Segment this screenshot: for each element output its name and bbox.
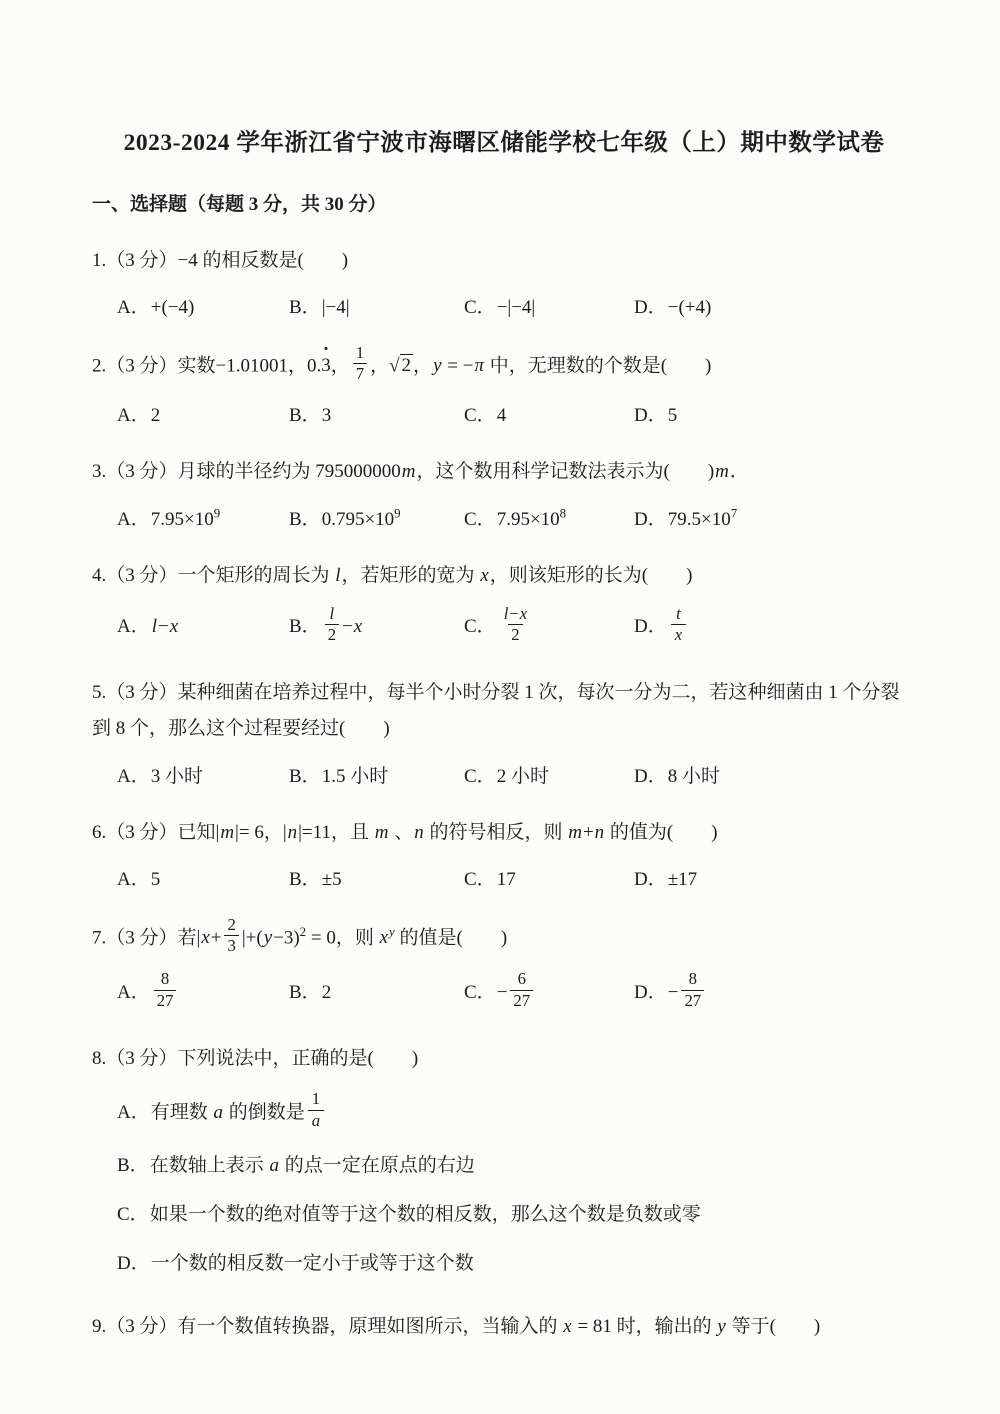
superscript: 8 bbox=[559, 505, 567, 521]
option-D bbox=[634, 761, 916, 788]
paper-title: 2023-2024 学年浙江省宁波市海曙区储能学校七年级（上）期中数学试卷 bbox=[123, 130, 885, 156]
fraction: $\frac{1}{a}$ bbox=[308, 1089, 324, 1131]
superscript: 9 bbox=[213, 505, 221, 521]
option-content: 2 小时 bbox=[496, 765, 549, 787]
option-label: B． bbox=[289, 765, 321, 787]
option-C bbox=[464, 864, 634, 891]
option-label: B． bbox=[289, 508, 321, 530]
option-C bbox=[464, 504, 634, 531]
option-label: C． bbox=[464, 615, 496, 637]
question-stem: 4.（3 分）一个矩形的周长为 l，若矩形的宽为 x，则该矩形的长为( ) bbox=[92, 564, 693, 586]
option-C bbox=[464, 761, 634, 788]
option-label: A． bbox=[117, 296, 150, 318]
options bbox=[117, 504, 916, 531]
fraction: $\frac{8}{27}$ bbox=[154, 969, 177, 1011]
option-label: B． bbox=[117, 1155, 149, 1177]
superscript: 9 bbox=[394, 505, 401, 521]
question-stem: 5.（3 分）某种细菌在培养过程中，每半个小时分裂 1 次，每次一分为二，若这种细菌由 1 个分裂到 8 个，那么这个过程要经过( ) bbox=[92, 682, 900, 740]
question-2 bbox=[92, 342, 916, 428]
math-variable: x bbox=[169, 615, 179, 637]
option-B bbox=[289, 864, 464, 891]
math-variable: y bbox=[263, 926, 273, 948]
option-label: D． bbox=[634, 296, 667, 318]
option-content: − $\frac{8}{27}$ bbox=[668, 982, 707, 1003]
repeating-decimal-digit: 3 bbox=[321, 348, 331, 384]
question-stem: 7.（3 分）若|x+ $\frac{2}{3}$ $|+(y-3)^2 = 0$，则 $x^y$ 的值是( ) bbox=[92, 914, 508, 956]
question-stem: 8.（3 分）下列说法中，正确的是( ) bbox=[92, 1048, 419, 1070]
fraction: $\frac{l}{2}$ bbox=[325, 604, 339, 646]
math-variable: l bbox=[335, 564, 341, 586]
option-C bbox=[464, 400, 634, 427]
option-content: ±5 bbox=[321, 868, 342, 890]
option-D bbox=[634, 969, 916, 1014]
options bbox=[117, 400, 916, 427]
option-B bbox=[289, 977, 464, 1004]
option-content: |−4| bbox=[321, 296, 350, 318]
option-content bbox=[497, 603, 535, 644]
option-label: C． bbox=[464, 981, 496, 1003]
option-content: 2 bbox=[150, 405, 161, 427]
option-C bbox=[117, 1198, 916, 1232]
option-label: C． bbox=[464, 508, 496, 530]
option-label: D． bbox=[634, 615, 667, 637]
fraction: $\frac{2}{3}$ bbox=[224, 915, 238, 957]
fraction: $\frac{1}{7}$ bbox=[353, 343, 367, 385]
option-content bbox=[151, 969, 180, 1010]
math-variable: a bbox=[269, 1155, 279, 1177]
option-D bbox=[634, 603, 916, 649]
option-A bbox=[117, 400, 289, 427]
math-variable: m bbox=[401, 461, 416, 483]
option-A bbox=[117, 761, 289, 788]
option-B bbox=[289, 761, 464, 788]
math-variable: n bbox=[594, 821, 605, 843]
option-A bbox=[117, 1089, 916, 1134]
option-content: l−x bbox=[151, 615, 179, 637]
option-content: $7.95\times 10^8$ bbox=[496, 505, 567, 530]
option-content: 2 bbox=[321, 981, 332, 1003]
option-content: $79.5\times 10^7$ bbox=[667, 505, 738, 530]
option-label: D． bbox=[634, 981, 667, 1003]
option-label: C． bbox=[464, 868, 496, 890]
option-label: B． bbox=[289, 296, 321, 318]
question-list bbox=[92, 243, 916, 1345]
question-4 bbox=[92, 558, 916, 649]
option-label: C． bbox=[464, 296, 496, 318]
option-D bbox=[117, 1247, 916, 1281]
option-label: A． bbox=[117, 1101, 150, 1123]
math-variable: x bbox=[674, 625, 683, 644]
math-variable: x bbox=[353, 615, 363, 637]
option-B bbox=[289, 292, 464, 319]
math-variable: x bbox=[201, 926, 210, 948]
option-content: − $\frac{6}{27}$ bbox=[497, 982, 536, 1003]
square-root: √ 2 bbox=[389, 354, 412, 376]
question-1 bbox=[92, 243, 916, 319]
option-content: 一个数的相反数一定小于或等于这个数 bbox=[150, 1253, 474, 1275]
math-variable: x bbox=[519, 603, 528, 623]
option-D bbox=[634, 504, 916, 531]
option-content: 在数轴上表示 a 的点一定在原点的右边 bbox=[149, 1155, 475, 1177]
option-label: A． bbox=[117, 405, 150, 427]
option-content bbox=[668, 603, 689, 644]
option-content: −(+4) bbox=[667, 296, 712, 318]
math-variable: m bbox=[220, 821, 235, 843]
option-C bbox=[464, 292, 634, 319]
options bbox=[117, 864, 916, 891]
option-content: 4 bbox=[496, 405, 507, 427]
option-D bbox=[634, 292, 916, 319]
option-label: A． bbox=[117, 765, 150, 787]
math-variable: m bbox=[374, 821, 389, 843]
math-variable: l bbox=[503, 603, 509, 623]
option-A bbox=[117, 864, 289, 891]
option-content: 5 bbox=[667, 405, 678, 427]
math-variable: a bbox=[311, 1110, 321, 1130]
option-content: $7.95\times 10^9$ bbox=[150, 505, 221, 530]
option-C bbox=[464, 969, 634, 1014]
options bbox=[117, 1089, 916, 1281]
option-B bbox=[117, 1149, 916, 1183]
option-label: B． bbox=[289, 868, 321, 890]
option-A bbox=[117, 969, 289, 1014]
math-variable: n bbox=[414, 821, 424, 843]
math-variable: l bbox=[329, 603, 335, 623]
math-variable: x bbox=[379, 926, 389, 948]
option-content: 8 小时 bbox=[667, 765, 720, 787]
option-content: $0.795\times 10^9$ bbox=[321, 505, 401, 530]
option-label: D． bbox=[117, 1253, 150, 1275]
section-heading: 一、选择题（每题 3 分，共 30 分） bbox=[92, 193, 387, 215]
option-label: D． bbox=[634, 868, 667, 890]
superscript: 2 bbox=[299, 923, 307, 939]
fraction: $\frac{6}{27}$ bbox=[510, 969, 533, 1011]
option-label: B． bbox=[289, 405, 321, 427]
option-A bbox=[117, 504, 289, 531]
fraction: $\frac{l-x}{2}$ bbox=[503, 603, 528, 644]
math-variable: x bbox=[563, 1315, 572, 1337]
math-variable: l bbox=[151, 615, 158, 637]
option-content: −|−4| bbox=[496, 296, 536, 318]
math-variable: π bbox=[474, 354, 484, 376]
question-stem: 6.（3 分）已知|m|= 6，|n|=11，且 m 、n 的符号相反，则 m+n 的值为( ) bbox=[92, 821, 718, 843]
option-label: C． bbox=[464, 765, 496, 787]
question-stem: 2.（3 分）实数−1.01001，0.3， $\frac{1}{7}$ ，√ 2 ，y = −π 中，无理数的个数是( ) bbox=[92, 342, 712, 384]
option-label: B． bbox=[289, 615, 321, 637]
question-6 bbox=[92, 815, 916, 891]
option-B bbox=[289, 603, 464, 649]
math-variable: y bbox=[389, 923, 395, 939]
math-variable: a bbox=[213, 1101, 223, 1123]
option-A bbox=[117, 611, 289, 638]
radical-sign-icon: √ bbox=[389, 354, 400, 376]
option-content: 有理数 a 的倒数是 $\frac{1}{a}$ bbox=[151, 1102, 327, 1123]
math-variable: n bbox=[287, 821, 298, 843]
option-label: A． bbox=[117, 615, 150, 637]
question-7 bbox=[92, 914, 916, 1015]
options bbox=[117, 292, 916, 319]
math-variable: m bbox=[568, 821, 582, 843]
question-8 bbox=[92, 1041, 916, 1281]
option-label: A． bbox=[117, 981, 150, 1003]
option-content: +(−4) bbox=[150, 296, 195, 318]
fraction: $\frac{8}{27}$ bbox=[681, 969, 704, 1011]
option-content: 3 bbox=[321, 405, 332, 427]
math-variable: m bbox=[715, 461, 729, 483]
option-label: B． bbox=[289, 981, 321, 1003]
option-D bbox=[634, 400, 916, 427]
superscript bbox=[389, 924, 395, 939]
option-label: A． bbox=[117, 508, 150, 530]
option-content: $\frac{l}{2}$ −x bbox=[322, 616, 364, 637]
question-stem: 1.（3 分）−4 的相反数是( ) bbox=[92, 249, 349, 271]
question-5 bbox=[92, 675, 916, 787]
option-label: D． bbox=[634, 765, 667, 787]
option-content: 3 小时 bbox=[150, 765, 203, 787]
option-label: C． bbox=[117, 1204, 149, 1226]
math-variable: y bbox=[433, 354, 442, 376]
option-content: 如果一个数的绝对值等于这个数的相反数，那么这个数是负数或零 bbox=[149, 1204, 701, 1226]
fraction bbox=[671, 604, 686, 646]
option-content: 5 bbox=[150, 868, 161, 890]
math-variable: x bbox=[480, 564, 489, 586]
question-3 bbox=[92, 454, 916, 530]
option-label: C． bbox=[464, 405, 496, 427]
math-variable: t bbox=[676, 603, 681, 623]
option-content: ±17 bbox=[667, 868, 698, 890]
superscript: 7 bbox=[730, 505, 738, 521]
option-D bbox=[634, 864, 916, 891]
option-C bbox=[464, 603, 634, 649]
question-stem: 3.（3 分）月球的半径约为 795000000m，这个数用科学记数法表示为( )m． bbox=[92, 461, 749, 483]
options bbox=[117, 603, 916, 649]
question-9 bbox=[92, 1309, 916, 1345]
option-B bbox=[289, 400, 464, 427]
option-label: D． bbox=[634, 508, 667, 530]
options bbox=[117, 969, 916, 1014]
option-A bbox=[117, 292, 289, 319]
option-B bbox=[289, 504, 464, 531]
option-label: D． bbox=[634, 405, 667, 427]
option-label: A． bbox=[117, 868, 150, 890]
options bbox=[117, 761, 916, 788]
question-stem: 9.（3 分）有一个数值转换器，原理如图所示，当输入的 x = 81 时，输出的 y 等于( ) bbox=[92, 1315, 821, 1337]
option-content: 1.5 小时 bbox=[321, 765, 389, 787]
math-variable: y bbox=[717, 1315, 726, 1337]
option-content: 17 bbox=[496, 868, 516, 890]
